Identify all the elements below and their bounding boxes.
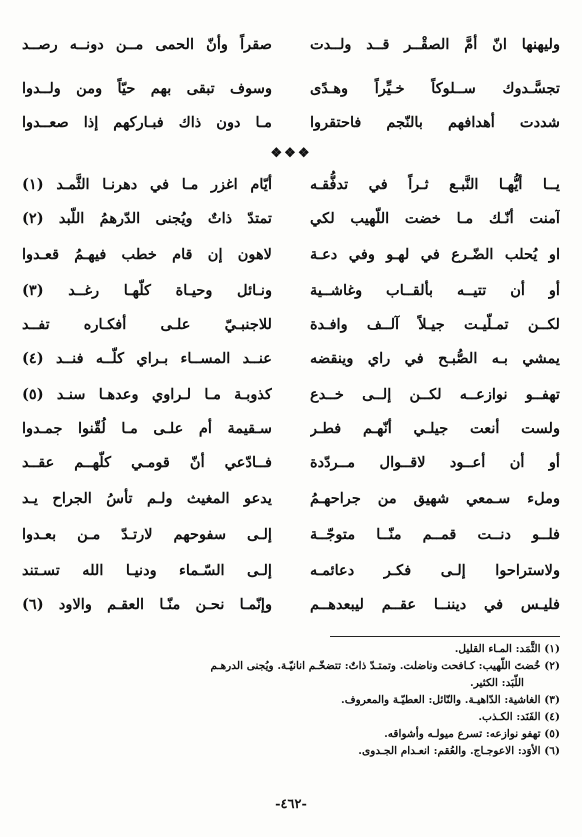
verse-first-hemistich: ولست أنعت جيلـي أنّهـم فطـر [310,420,560,437]
verse-second-hemistich: سـقيمة أم علـى مـا لُقّنوا جمـدوا [22,420,272,437]
footnote-separator-line [330,636,560,637]
footnote: (٢) خُضتَ اللّهيب: كـافحت وناضلت. وتمتـدّ ذاتٌ: تتضخّـم انانيّـة. ويُجنى الدرهـم [210,660,560,672]
verse-first-hemistich: تهفــو نوازعــه لكــن إلــى خــدع [310,386,560,403]
verse-row [22,108,560,138]
verse-row [22,344,560,374]
verse-second-hemistich: مـا دون ذاك فبـاركهم إذا صعــدوا [22,114,272,131]
verse-row [22,204,560,234]
verse-first-hemistich: يــا أيُّهـا النَّبـع ثـراً في تدفُّقـه [310,176,560,193]
verse-row [22,74,560,104]
verse-row [22,30,560,60]
verse-first-hemistich: فلــو دنــت قمــم منّــا متوجّــة [310,526,560,543]
footnote-continuation: اللّبَد: الكثير. [470,677,524,689]
verse-second-hemistich: للاجنبـيّ علـى أفكـاره تفــد [22,316,272,333]
verse-second-hemistich: أيّام اغزر مـا في دهرنـا الثَّمـد (١) [22,176,272,193]
verse-row [22,556,560,586]
verse-row [22,520,560,550]
verse-second-hemistich: وإنّمـا نحـن منّـا العقـم والاود (٦) [22,596,272,613]
verse-row [22,170,560,200]
verse-row [22,380,560,410]
verse-first-hemistich: فليـس في ديننــا عقــم ليبعدهــم [310,596,560,613]
verse-second-hemistich: يدعو المغيث ولـم تأسُ الجراح يـد [22,490,272,507]
verse-second-hemistich: ونـائل وحيـاة كلّهـا رغــد (٣) [22,282,272,299]
verse-second-hemistich: صقراً وأنّ الحمى مــن دونــه رصــد [22,36,272,53]
footnotes-section [22,641,560,760]
verse-first-hemistich: ولاستراحوا إلـى فكـر دعائمـه [310,562,560,579]
verse-second-hemistich: تمتدّ ذاتٌ ويُجنى الدّرهمُ اللّبد (٢) [22,210,272,227]
verse-row [22,276,560,306]
footnote: (٦) الأوَد: الاعوجـاج. والعُقم: انعـدام الجـدوى. [358,745,560,757]
verse-second-hemistich: إلـى السّـماء ودنيـا الله تسـتند [22,562,272,579]
verse-row [22,414,560,444]
verse-second-hemistich: وسوف تبقى بهم حيّاً ومن ولــدوا [22,80,272,97]
verse-first-hemistich: لكــن تمـلّيـت جيـلاً آلــف وافـدة [310,316,560,333]
verse-first-hemistich: شددت أهدافهم بالنّجم فاحتقروا [310,114,560,131]
footnote: (٣) الغاشية: الدّاهيـة. والنّائل: العطيّـة والمعروف. [341,694,560,706]
page-number: -٤٦٢- [275,797,307,812]
verse-first-hemistich: تجسَّـدوك ســلوكاً خـيِّراً وهـدًى [310,80,560,97]
verse-row [22,310,560,340]
verse-second-hemistich: لاهون إن قام خطب فيهـمُ قعـدوا [22,246,272,263]
verse-row [22,590,560,620]
verse-second-hemistich: كذوبـة مـا لـراوي وعدهـا سنـد (٥) [22,386,272,403]
section-separator-ornament: ❖❖❖ [270,146,312,161]
verse-row [22,240,560,270]
verse-first-hemistich: وملء سـمعي شهيق من جراحهـمُ [310,490,560,507]
verse-first-hemistich: أو أن أعــود لاقــوال مــردّدة [310,454,560,471]
verse-second-hemistich: فــادّعي أنّ قومـي كلّهــم عقــد [22,454,272,471]
footnote: (١) الثَّمَد: المـاء القليل. [454,643,560,655]
verse-first-hemistich: او يُحلب الضّـرع في لهـو وفي دعـة [310,246,560,263]
footnote: (٤) الفَنَد: الكـذب. [478,711,560,723]
verse-row [22,448,560,478]
verse-first-hemistich: أو أن تتيــه بألقــاب وغاشــية [310,282,560,299]
verse-row [22,484,560,514]
verse-second-hemistich: عنــد المســاء بـراي كلّــه فنــد (٤) [22,350,272,367]
verse-first-hemistich: يمشي بـه الصُّبـح في راي وينقضه [310,350,560,367]
verse-second-hemistich: إلـى سفوحهم لارتـدّ مـن بعـدوا [22,526,272,543]
verse-first-hemistich: وليهنها انّ أمَّ الصقْــر قــد ولــدت [310,36,560,53]
verse-first-hemistich: آمنت أنّـك مـا خضت اللّهيب لكي [310,210,560,227]
footnote: (٥) تهفو نوازعه: تسرع ميولـه وأشواقه. [384,728,560,740]
